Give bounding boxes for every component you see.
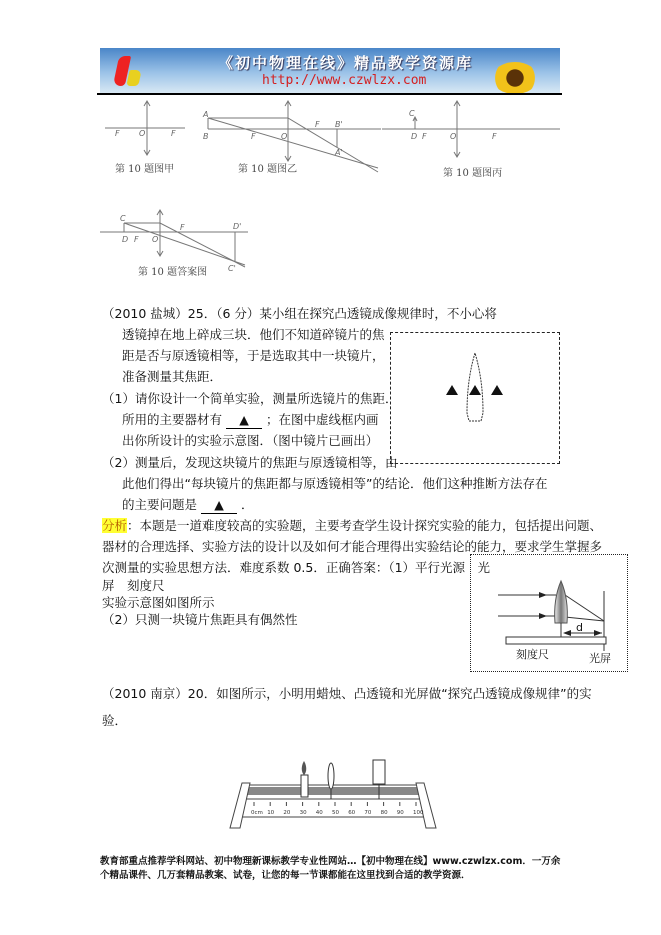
ruler-label: 刻度尺 bbox=[516, 648, 549, 661]
figure-bing bbox=[382, 100, 562, 160]
label-o: O bbox=[139, 129, 146, 138]
label-f: F bbox=[251, 132, 256, 141]
label-c: C bbox=[409, 109, 415, 118]
lens-icon bbox=[555, 581, 568, 623]
bench-tick-label: 0cm bbox=[251, 810, 263, 816]
q25-line: 出你所设计的实验示意图．（图中镜片已画出） bbox=[122, 433, 379, 448]
analysis-text: ：本题是一道难度较高的实验题，主要考查学生设计探究实验的能力，包括提出问题、 bbox=[127, 518, 603, 533]
label-f: F bbox=[134, 235, 139, 244]
q25-line: 透镜掉在地上碎成三块．他们不知道碎镜片的焦 bbox=[122, 327, 385, 342]
q20-line: （2010 南京）20．如图所示，小明用蜡烛、凸透镜和光屏做“探究凸透镜成像规律”的实 bbox=[102, 686, 592, 701]
sunflower-icon bbox=[492, 62, 538, 93]
label-d: D bbox=[122, 235, 129, 244]
header-banner bbox=[100, 48, 560, 93]
analysis-line: （2）只测一块镜片焦距具有偶然性 bbox=[102, 612, 298, 627]
footer-line: 个精品课件、几万套精品教案、试卷，让您的每一节课都能在这里找到合适的教学资源． bbox=[100, 870, 471, 881]
label-f: F bbox=[115, 129, 120, 138]
answer-blank[interactable]: ▲ bbox=[201, 497, 237, 514]
label-a: A bbox=[203, 110, 209, 119]
q25-line bbox=[122, 412, 379, 429]
bench-tick-label: 80 bbox=[380, 810, 388, 816]
analysis-label: 分析 bbox=[102, 518, 128, 533]
candle-icon bbox=[301, 775, 308, 797]
q25-line: （1）请你设计一个简单实验，测量所选镜片的焦距． bbox=[102, 391, 398, 406]
bench-rail bbox=[246, 787, 420, 795]
analysis-line: 器材的合理选择、实验方法的设计以及如何才能合理得出实验结论的能力，要求学生掌握多 bbox=[102, 539, 603, 554]
label-b: B bbox=[203, 132, 209, 141]
footer-line: 教育部重点推荐学科网站、初中物理新课标教学专业性网站…【初中物理在线】www.czwlzx.com．一万余 bbox=[100, 856, 561, 867]
bench-tick-label: 60 bbox=[348, 810, 356, 816]
banner-title: 《初中物理在线》精品教学资源库 bbox=[218, 54, 474, 72]
triangle-mark-icon bbox=[491, 385, 503, 395]
triangle-mark-icon bbox=[469, 385, 481, 395]
caption-answer: 第 10 题答案图 bbox=[138, 267, 208, 278]
analysis-line: 次测量的实验思想方法．难度系数 0.5．正确答案：（1）平行光源 光 bbox=[102, 560, 491, 575]
q20-line: 验． bbox=[102, 713, 128, 728]
q25-text: 的主要问题是 bbox=[122, 497, 198, 512]
label-f: F bbox=[315, 120, 320, 129]
screen-icon bbox=[373, 760, 385, 784]
bench-tick-label: 20 bbox=[283, 810, 291, 816]
label-a-prime: A' bbox=[335, 148, 343, 157]
analysis-line bbox=[102, 518, 602, 534]
analysis-line: 实验示意图如图所示 bbox=[102, 595, 215, 610]
bench-tick-label: 70 bbox=[364, 810, 372, 816]
label-o: O bbox=[281, 132, 288, 141]
lens-icon bbox=[328, 763, 334, 789]
q25-line: （2）测量后，发现这块镜片的焦距与原透镜相等，由 bbox=[102, 455, 398, 470]
q25-line: 此他们得出“每块镜片的焦距都与原透镜相等”的结论．他们这种推断方法存在 bbox=[122, 476, 548, 491]
label-d-prime: D' bbox=[233, 222, 242, 231]
label-f: F bbox=[422, 132, 427, 141]
triangle-mark-icon bbox=[446, 385, 458, 395]
q25-text: 所用的主要器材有 bbox=[122, 412, 223, 427]
label-o: O bbox=[152, 235, 159, 244]
analysis-line: 屏 刻度尺 bbox=[102, 578, 165, 593]
bench-tick-label: 40 bbox=[315, 810, 323, 816]
distance-d-label: d bbox=[576, 621, 583, 634]
q25-text: ；在图中虚线框内画 bbox=[265, 412, 379, 427]
label-f: F bbox=[171, 129, 176, 138]
drawing-box[interactable] bbox=[390, 332, 560, 464]
bench-tick-label: 100 bbox=[413, 810, 424, 816]
bench-tick-label: 30 bbox=[299, 810, 307, 816]
optical-bench bbox=[228, 750, 438, 830]
bench-tick-label: 50 bbox=[332, 810, 339, 816]
q25-line: 准备测量其焦距． bbox=[122, 369, 223, 384]
figure-jia bbox=[105, 100, 195, 160]
bench-tick-label: 10 bbox=[267, 810, 275, 816]
label-f: F bbox=[180, 223, 185, 232]
figure-yi bbox=[203, 100, 383, 165]
q25-line bbox=[122, 497, 254, 514]
label-o: O bbox=[450, 132, 457, 141]
q25-line: （2010 盐城）25．（6 分）某小组在探究凸透镜成像规律时，不小心将 bbox=[102, 306, 497, 321]
caption-jia: 第 10 题图甲 bbox=[115, 164, 175, 175]
label-d: D bbox=[411, 132, 418, 141]
answer-blank[interactable]: ▲ bbox=[226, 412, 262, 429]
flame-icon bbox=[302, 761, 307, 775]
q25-line: 距是否与原透镜相等，于是选取其中一块镜片， bbox=[122, 348, 385, 363]
banner-url[interactable]: http://www.czwlzx.com bbox=[262, 73, 427, 88]
q25-text: ． bbox=[240, 497, 254, 512]
caption-yi: 第 10 题图乙 bbox=[238, 164, 298, 175]
caption-bing: 第 10 题图丙 bbox=[443, 168, 503, 179]
bench-tick-label: 90 bbox=[396, 810, 404, 816]
logo-icon bbox=[114, 54, 140, 88]
label-c: C bbox=[120, 214, 126, 223]
label-c-prime: C' bbox=[228, 264, 236, 273]
screen-label: 光屏 bbox=[589, 652, 611, 665]
label-b-prime: B' bbox=[335, 120, 343, 129]
answer-diagram-box bbox=[470, 554, 628, 672]
label-f: F bbox=[492, 132, 497, 141]
ruler-icon bbox=[506, 637, 606, 644]
header-rule bbox=[97, 93, 562, 95]
